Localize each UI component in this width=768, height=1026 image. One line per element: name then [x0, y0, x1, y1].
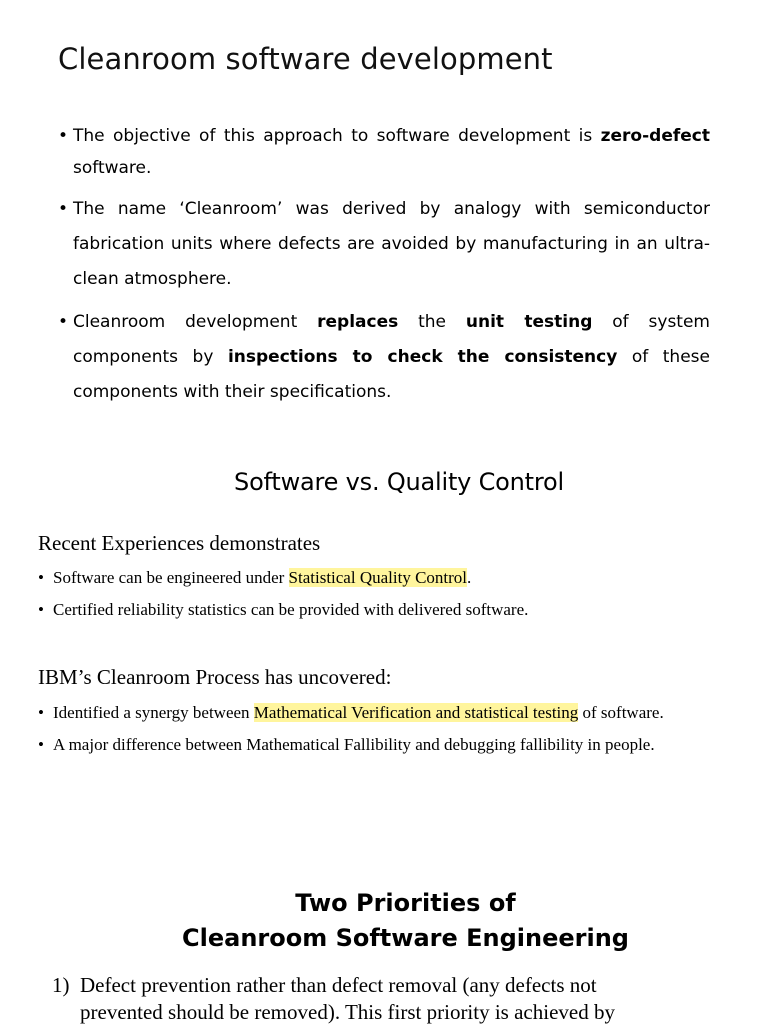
text-run: The name ‘Cleanroom’ was derived by analogy with semiconductor fabrication units where defects are avoided by manufacturing in an ultra-clean atmosphere.: [73, 199, 710, 289]
text-run: Software can be engineered under: [53, 568, 289, 587]
highlighted-text: Mathematical Verification and statistical testing: [253, 703, 579, 722]
slide-3-title-line-1: Two Priorities of: [295, 889, 516, 917]
priority-list: [52, 972, 662, 1026]
section-1-heading: Recent Experiences demonstrates: [38, 531, 321, 555]
priority-text: Defect prevention rather than defect removal (any defects not prevented should be removed). This first priority is achieved by: [80, 973, 615, 1024]
slide-2-title: Software vs. Quality Control: [234, 468, 564, 496]
text-run: the: [398, 312, 466, 332]
text-run: .: [467, 568, 472, 587]
priority-item: [52, 972, 662, 1026]
text-run: Certified reliability statistics can be provided with delivered software.: [53, 600, 529, 619]
section-2-heading: IBM’s Cleanroom Process has uncovered:: [38, 665, 392, 689]
slide-1-bullet-list: [58, 120, 710, 418]
bold-text: zero-defect: [600, 126, 710, 146]
text-run: Cleanroom development: [73, 312, 318, 332]
text-run: of software.: [578, 703, 664, 722]
slide-1-bullet: [58, 192, 710, 297]
slide-1-title: Cleanroom software development: [58, 42, 553, 76]
section-2-bullet: [38, 729, 722, 761]
slide-3-title: [0, 886, 768, 956]
slide-1-bullet: [58, 120, 710, 184]
bold-text: inspections to check the consistency: [227, 347, 618, 367]
slide-3-title-line-2: Cleanroom Software Engineering: [182, 924, 629, 952]
bold-text: replaces: [317, 312, 399, 332]
highlighted-text: Statistical Quality Control: [288, 568, 468, 587]
text-run: of system components by: [73, 312, 710, 367]
text-run: A major difference between Mathematical Fallibility and debugging fallibility in people.: [53, 735, 655, 754]
text-run: Identified a synergy between: [53, 703, 254, 722]
section-1-bullet-list: [38, 562, 722, 626]
text-run: software.: [73, 158, 152, 178]
section-1-bullet: [38, 562, 722, 594]
priority-number: 1): [52, 973, 70, 997]
section-2-bullet: [38, 697, 722, 729]
slide-1-bullet: [58, 305, 710, 410]
bold-text: unit testing: [465, 312, 593, 332]
section-1-bullet: [38, 594, 722, 626]
text-run: The objective of this approach to software development is: [73, 126, 601, 146]
text-run: of these components with their specifications.: [73, 347, 710, 402]
section-2-bullet-list: [38, 697, 722, 761]
